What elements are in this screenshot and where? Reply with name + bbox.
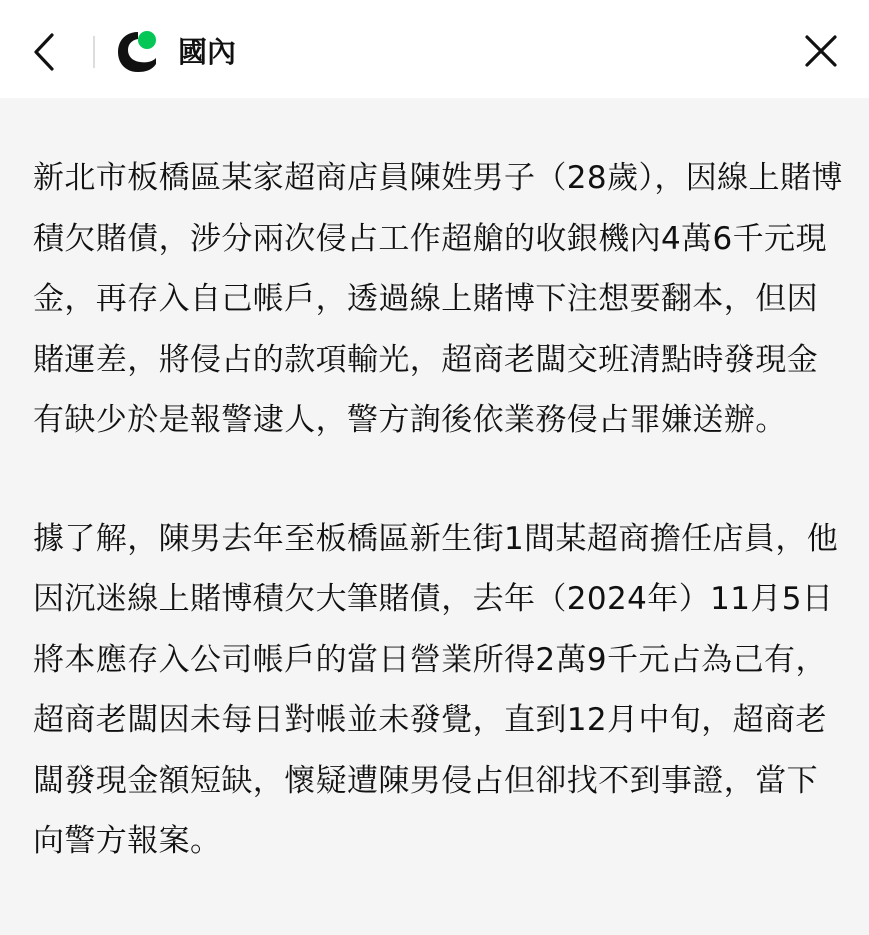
close-button[interactable] [797, 27, 845, 75]
article-body [33, 148, 843, 872]
section-title: 國內 [178, 35, 237, 69]
top-navigation-bar [0, 0, 869, 98]
article-paragraph: 據了解，陳男去年至板橋區新生街1間某超商擔任店員，他因沉迷線上賭博積欠大筆賭債，去年（2024年）11月5日將本應存入公司帳戶的當日營業所得2萬9千元占為己有，超商老闆因未每日對帳並未發覺，直到12月中旬，超商老闆發現金額短缺，懷疑遭陳男侵占但卻找不到事證，當下向警方報案。 [33, 520, 839, 859]
header-divider [93, 36, 95, 68]
app-logo-icon [114, 28, 162, 76]
close-icon [803, 33, 839, 69]
back-button[interactable] [22, 26, 66, 78]
chevron-left-icon [32, 32, 56, 72]
article-paragraph: 新北市板橋區某家超商店員陳姓男子（28歲），因線上賭博積欠賭債，涉分兩次侵占工作超艙的收銀機內4萬6千元現金，再存入自己帳戶，透過線上賭博下注想要翻本，但因賭運差，將侵占的款項輸光，超商老闆交班清點時發現金有缺少於是報警逮人，警方詢後依業務侵占罪嫌送辦。 [33, 160, 843, 438]
